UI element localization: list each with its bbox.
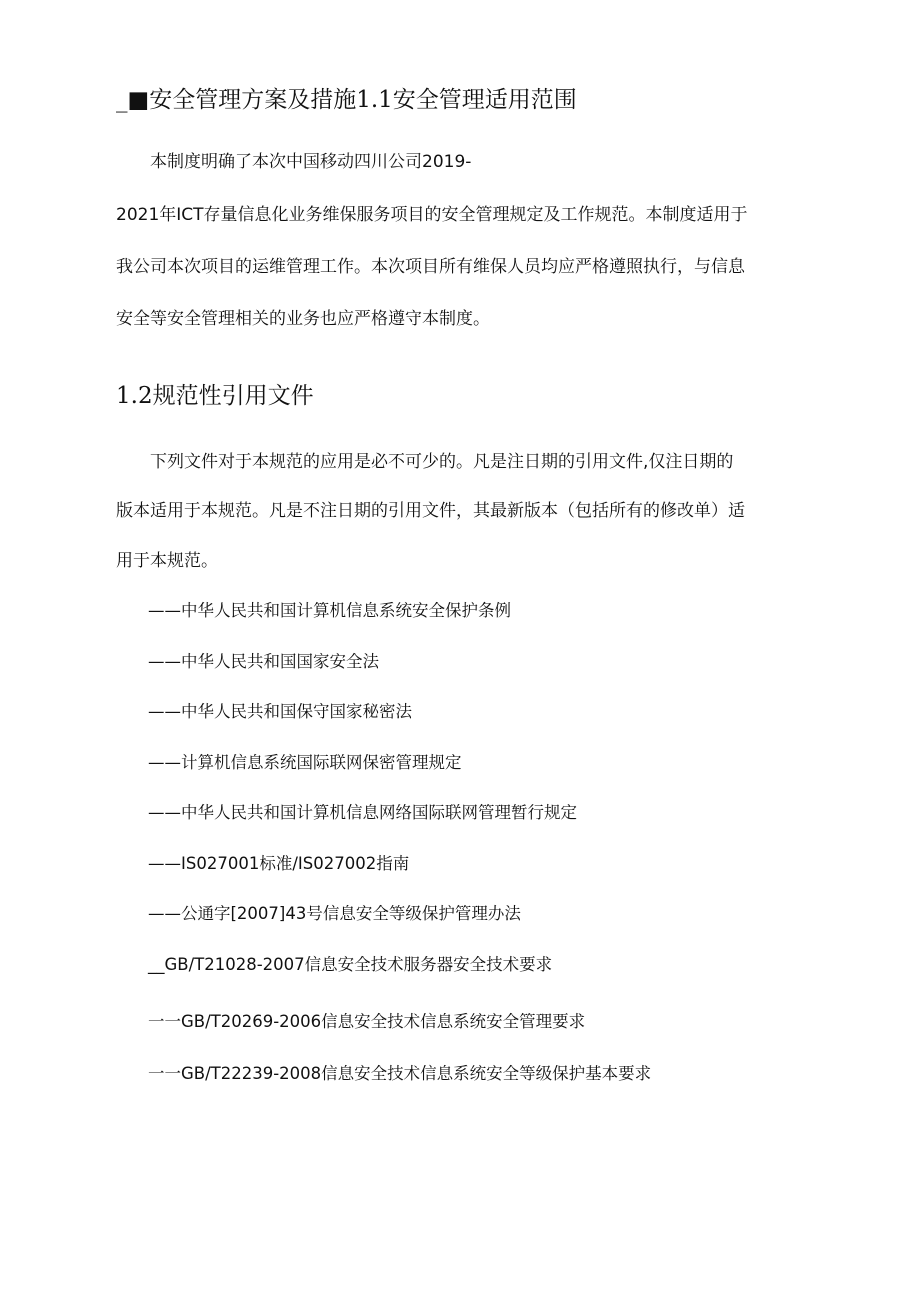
paragraph-line: 版本适用于本规范。凡是不注日期的引用文件，其最新版本（包括所有的修改单）适 (116, 501, 745, 521)
paragraph-line: 下列文件对于本规范的应用是必不可少的。凡是注日期的引用文件,仅注日期的 (150, 452, 734, 472)
reference-item: 一一GB/T22239-2008信息安全技术信息系统安全等级保护基本要求 (148, 1064, 652, 1083)
reference-item: ——中华人民共和国计算机信息网络国际联网管理暂行规定 (148, 803, 577, 822)
reference-item: ——公通字[2007]43号信息安全等级保护管理办法 (148, 904, 521, 923)
paragraph-line: 安全等安全管理相关的业务也应严格遵守本制度。 (116, 309, 490, 329)
section-heading-1-2: 1.2规范性引用文件 (116, 383, 314, 409)
section-heading-1-1: _■安全管理方案及措施1.1安全管理适用范围 (116, 87, 577, 113)
reference-item: ——中华人民共和国国家安全法 (148, 652, 379, 671)
reference-item: ——中华人民共和国保守国家秘密法 (148, 702, 412, 721)
reference-item: ——计算机信息系统国际联网保密管理规定 (148, 753, 462, 772)
reference-item: 一一GB/T20269-2006信息安全技术信息系统安全管理要求 (148, 1012, 586, 1031)
paragraph-line: 本制度明确了本次中国移动四川公司2019- (150, 152, 472, 172)
paragraph-line: 用于本规范。 (116, 551, 218, 571)
paragraph-line: 2021年ICT存量信息化业务维保服务项目的安全管理规定及工作规范。本制度适用于 (116, 205, 748, 225)
reference-item: ——IS027001标准/IS027002指南 (148, 854, 410, 873)
reference-item: __GB/T21028-2007信息安全技术服务器安全技术要求 (148, 955, 553, 974)
paragraph-line: 我公司本次项目的运维管理工作。本次项目所有维保人员均应严格遵照执行，与信息 (116, 257, 745, 277)
reference-item: ——中华人民共和国计算机信息系统安全保护条例 (148, 601, 511, 620)
